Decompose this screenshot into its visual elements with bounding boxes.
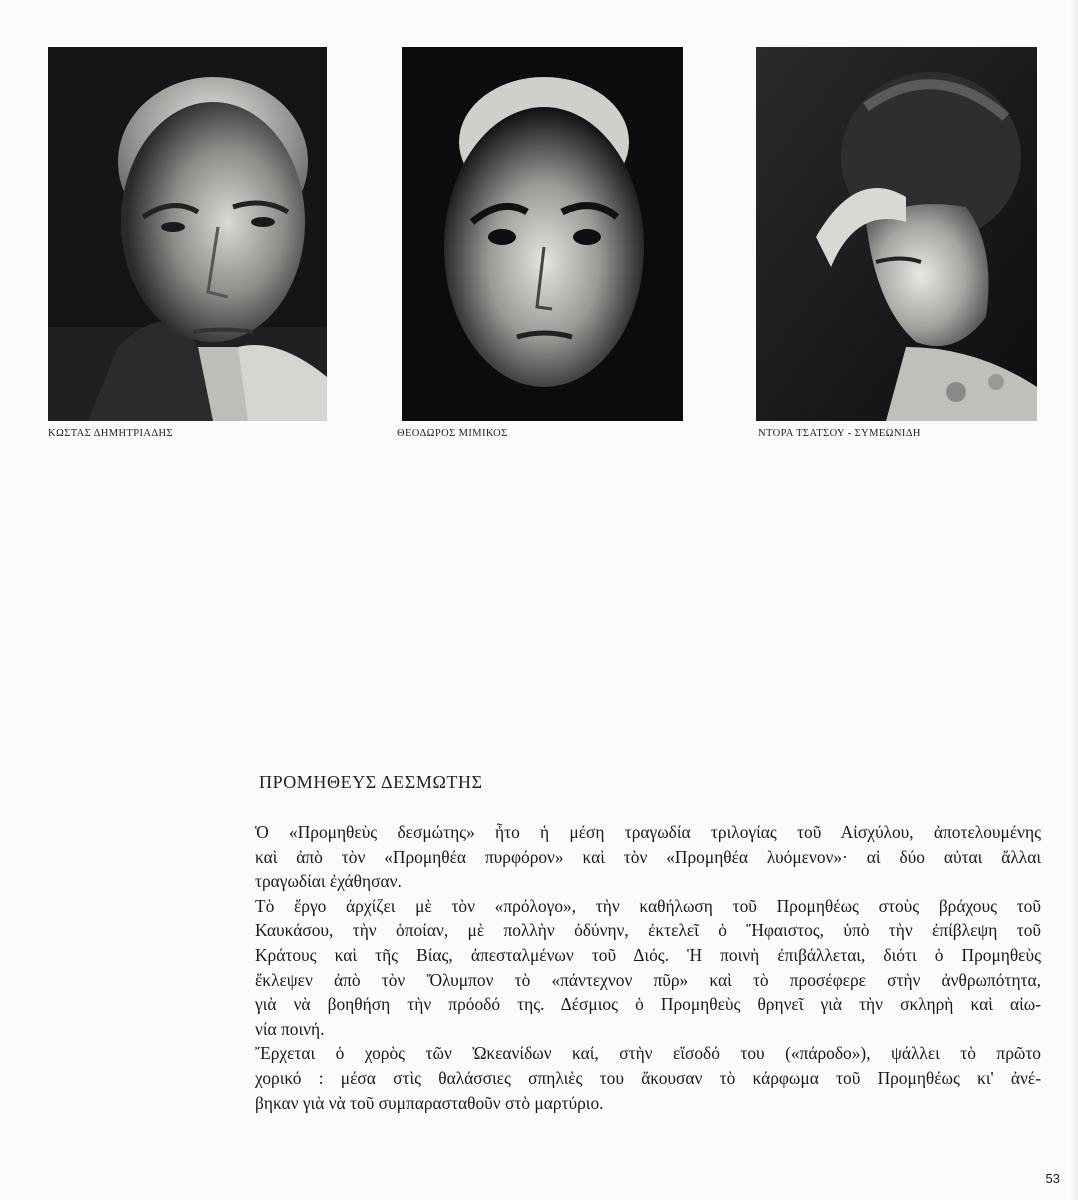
- text-line: γιὰ νὰ βοηθήση τὴν πρόοδό της. Δέσμιος ὁ Προμηθεὺς θρηνεῖ γιὰ τὴν σκληρὴ καὶ αἰω-: [255, 994, 1041, 1015]
- article-title: ΠΡΟΜΗΘΕΥΣ ΔΕΣΜΩΤΗΣ: [259, 772, 483, 792]
- text-line: τραγωδίαι ἐχάθησαν.: [255, 871, 402, 892]
- text-line: Ἔρχεται ὁ χορὸς τῶν Ὠκεανίδων καί, στὴν εἴσοδό του («πάροδο»), ψάλλει τὸ πρῶτο: [255, 1043, 1041, 1064]
- portrait-photo-dora-tsatsou-symeonidi: [756, 47, 1037, 421]
- text-line: καὶ ἀπὸ τὸν «Προμηθέα πυρφόρον» καὶ τὸν «Προμηθέα λυόμενον»· αἱ δύο αὐται ἄλλαι: [255, 846, 1041, 867]
- text-line: Τὸ ἔργο ἀρχίζει μὲ τὸν «πρόλογο», τὴν καθήλωση τοῦ Προμηθέως στοὺς βράχους τοῦ: [255, 895, 1041, 916]
- portrait-caption: ΘΕΟΔΩΡΟΣ ΜΙΜΙΚΟΣ: [397, 428, 508, 439]
- page-number: 53: [1045, 1171, 1060, 1186]
- text-line: Ὁ «Προμηθεὺς δεσμώτης» ἦτο ἡ μέση τραγωδία τριλογίας τοῦ Αἰσχύλου, ἀποτελουμένης: [255, 822, 1041, 842]
- article-paragraph: [255, 820, 1041, 894]
- text-line: βηκαν γιὰ νὰ τοῦ συμπαρασταθοῦν στὸ μαρτύριο.: [255, 1092, 604, 1113]
- article-body: [255, 820, 1041, 1115]
- text-line: χορικό : μέσα στὶς θαλάσσιες σπηλιὲς του ἄκουσαν τὸ κάρφωμα τοῦ Προμηθέως κι' ἀνέ-: [255, 1067, 1041, 1088]
- article-paragraph: [255, 1041, 1041, 1115]
- article-paragraph: [255, 894, 1041, 1042]
- text-line: Κράτους καὶ τῆς Βίας, ἀπεσταλμένων τοῦ Διός. Ἡ ποινὴ ἐπιβάλλεται, διότι ὁ Προμηθεὺς: [255, 944, 1041, 965]
- portrait-photo-kostas-dimitriadis: [48, 47, 327, 421]
- text-line: Καυκάσου, τὴν ὁποίαν, μὲ πολλὴν ὀδύνην, ἐκτελεῖ ὁ Ἥφαιστος, ὑπὸ τὴν ἐπίβλεψη τοῦ: [255, 920, 1041, 941]
- text-line: νία ποινή.: [255, 1018, 325, 1039]
- text-line: ἔκλεψεν ἀπὸ τὸν Ὄλυμπον τὸ «πάντεχνον πῦρ» καὶ τὸ προσέφερε στὴν ἀνθρωπότητα,: [255, 969, 1041, 990]
- portrait-caption: ΚΩΣΤΑΣ ΔΗΜΗΤΡΙΑΔΗΣ: [48, 428, 174, 439]
- portrait-photo-theodoros-mimikos: [402, 47, 683, 421]
- portrait-caption: ΝΤΟΡΑ ΤΣΑΤΣΟΥ - ΣΥΜΕΩΝΙΔΗ: [758, 428, 921, 439]
- page-edge-shadow: [1070, 0, 1078, 1200]
